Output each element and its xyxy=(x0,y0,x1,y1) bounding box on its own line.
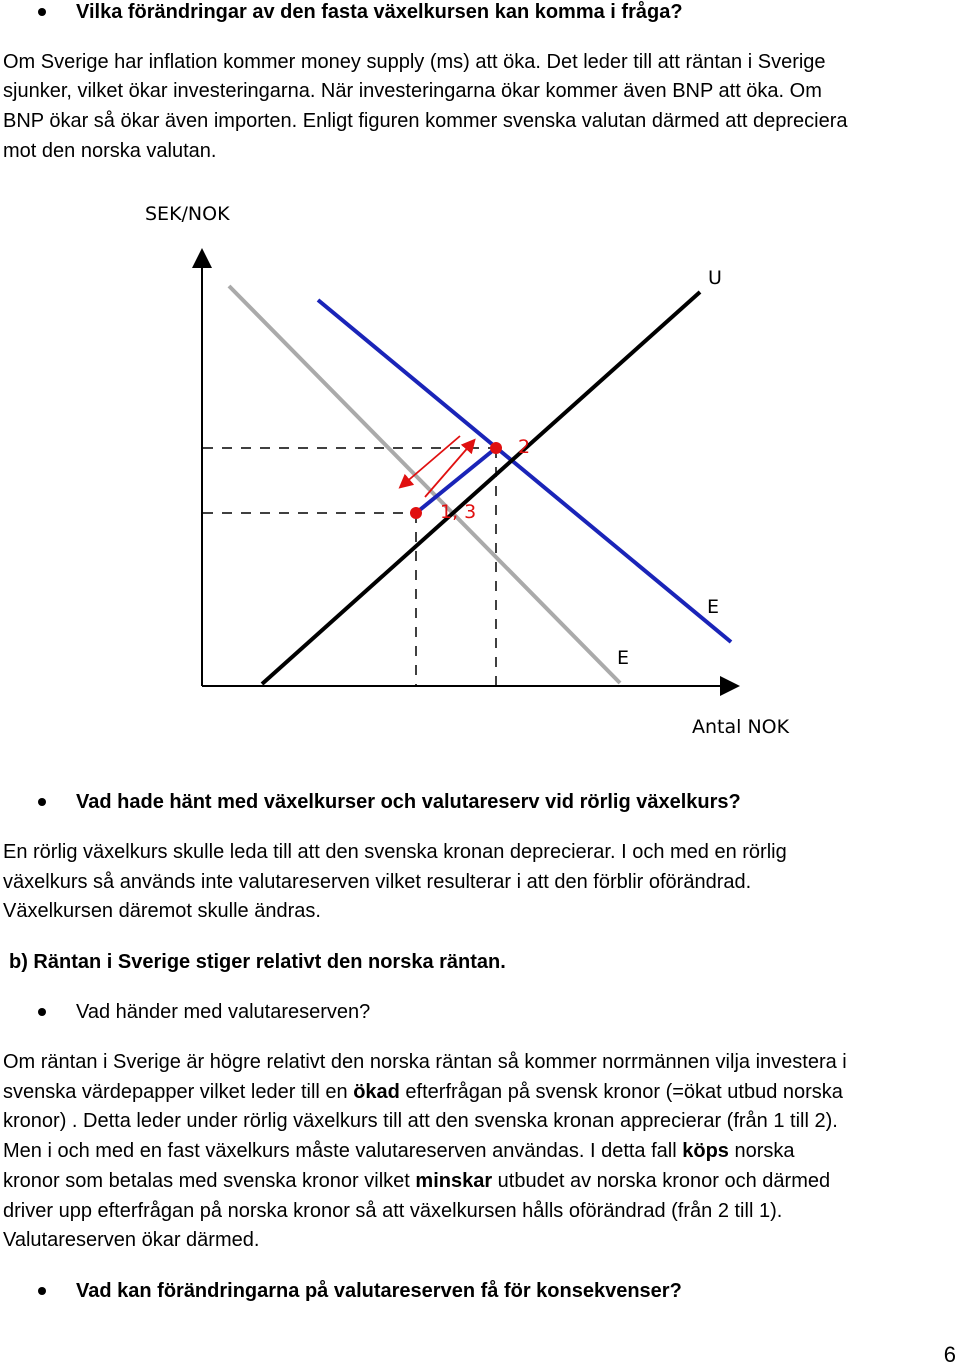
question-2-text: Vad hade hänt med växelkurser och valutareserv vid rörlig växelkurs? xyxy=(76,791,741,813)
bullet-icon xyxy=(38,8,46,16)
text-span: utbudet av norska kronor och därmed xyxy=(492,1170,831,1192)
point-13-label: 1, 3 xyxy=(440,501,477,523)
text-span: svenska värdepapper vilket leder till en xyxy=(3,1081,354,1103)
y-axis-label: SEK/NOK xyxy=(145,203,230,225)
paragraph-line: Växelkursen däremot skulle ändras. xyxy=(3,900,321,922)
arrow-down-icon xyxy=(404,436,460,484)
curve-e-gray-label: E xyxy=(617,647,630,669)
text-span: kronor som betalas med svenska kronor vilket xyxy=(3,1170,416,1192)
bullet-icon xyxy=(38,1008,46,1016)
text-span: efterfrågan på svensk kronor (=ökat utbud norska xyxy=(399,1081,843,1103)
curve-e-blue-label: E xyxy=(707,596,720,618)
section-heading-b: b) Räntan i Sverige stiger relativt den norska räntan. xyxy=(9,951,506,973)
point-2 xyxy=(490,442,502,454)
paragraph-line xyxy=(3,1169,830,1193)
x-axis-label: Antal NOK xyxy=(692,716,790,738)
paragraph-line: Om räntan i Sverige är högre relativt den norska räntan så kommer norrmännen vilja investera i xyxy=(3,1051,847,1073)
point-13 xyxy=(410,507,422,519)
point-2-label: 2 xyxy=(518,436,531,458)
paragraph-line xyxy=(3,1139,795,1163)
page-number: 6 xyxy=(943,1342,956,1367)
curve-e-blue xyxy=(318,300,731,642)
paragraph-line xyxy=(3,1080,843,1104)
curve-u xyxy=(262,292,700,684)
paragraph-line: BNP ökar så ökar även importen. Enligt figuren kommer svenska valutan därmed att depreciera xyxy=(3,110,848,132)
question-1-text: Vilka förändringar av den fasta växelkursen kan komma i fråga? xyxy=(76,1,683,23)
paragraph-line: driver upp efterfrågan på norska kronor så att växelkursen hålls oförändrad (från 2 till 1). xyxy=(3,1200,783,1222)
bullet-icon xyxy=(38,798,46,806)
paragraph-line: växelkurs så används inte valutareserven vilket resulterar i att den förblir oförändrad. xyxy=(3,871,752,893)
paragraph-line: sjunker, vilket ökar investeringarna. När investeringarna ökar kommer även BNP att öka. Om xyxy=(3,80,822,102)
curve-e-gray xyxy=(229,286,620,683)
text-span: norska xyxy=(728,1140,795,1162)
paragraph-line: kronor) . Detta leder under rörlig växelkurs till att den svenska kronan apprecierar (från 1 till 2). xyxy=(3,1110,838,1132)
bullet-icon xyxy=(38,1287,46,1295)
paragraph-line: En rörlig växelkurs skulle leda till att den svenska kronan deprecierar. I och med en rörlig xyxy=(3,841,787,863)
text-span: Men i och med en fast växelkurs måste valutareserven användas. I detta fall xyxy=(3,1140,683,1162)
emphasis-text: ökad xyxy=(353,1081,400,1103)
emphasis-text: minskar xyxy=(415,1170,493,1192)
paragraph-line: Valutareserven ökar därmed. xyxy=(3,1229,260,1251)
curve-u-label: U xyxy=(708,267,722,289)
paragraph-line: mot den norska valutan. xyxy=(3,140,217,162)
question-3-text: Vad händer med valutareserven? xyxy=(76,1001,371,1023)
exchange-rate-figure xyxy=(0,190,960,750)
paragraph-line: Om Sverige har inflation kommer money supply (ms) att öka. Det leder till att räntan i Sverige xyxy=(3,51,826,73)
question-4-text: Vad kan förändringarna på valutareserven få för konsekvenser? xyxy=(76,1280,682,1302)
emphasis-text: köps xyxy=(682,1140,729,1162)
